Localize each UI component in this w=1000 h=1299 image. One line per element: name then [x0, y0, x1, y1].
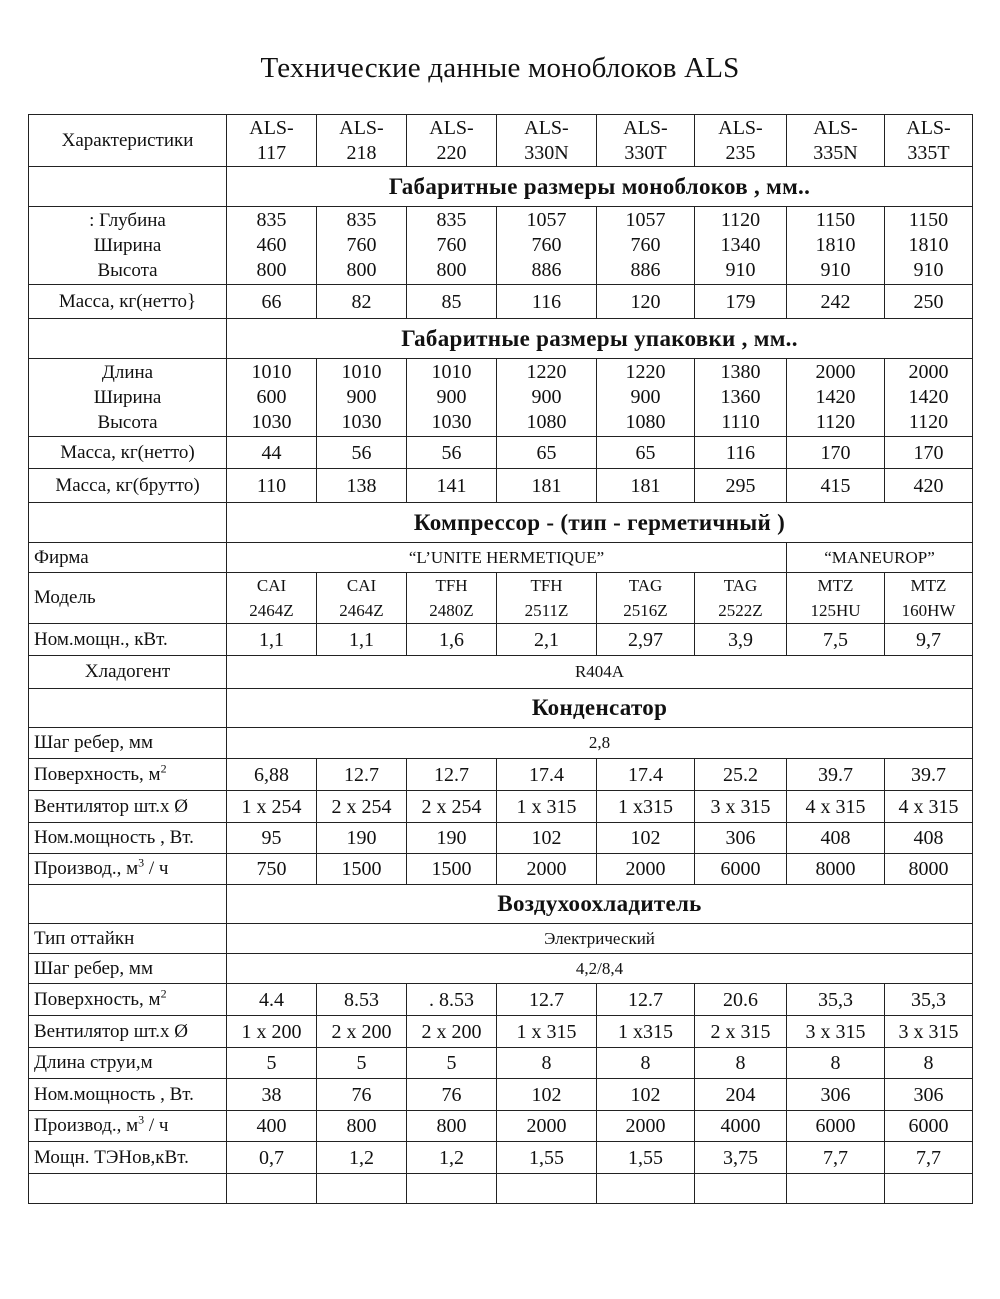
pack-net-cell: 56 — [317, 437, 407, 469]
cond-fan-cell: 3 x 315 — [695, 791, 787, 823]
mono-mass-row — [29, 285, 973, 319]
page-title: Технические данные моноблоков ALS — [260, 52, 740, 84]
model-header: ALS- 335T — [885, 115, 973, 167]
section-title-compressor: Компрессор - (тип - герметичный ) — [227, 503, 973, 543]
empty-cell — [407, 1174, 497, 1204]
cond-fan-cell: 2 x 254 — [317, 791, 407, 823]
empty-cell — [497, 1174, 597, 1204]
pack-gross-row — [29, 469, 973, 503]
cond-surface-cell: 17.4 — [497, 759, 597, 791]
air-jet-label: Длина струи,м — [29, 1048, 227, 1079]
mono-dims-cell: 1150 1810 910 — [885, 207, 973, 285]
cond-surface-label: Поверхность, $м^2$ — [29, 759, 227, 791]
section-spacer — [29, 167, 227, 207]
compressor-model-cell: TAG 2516Z — [597, 573, 695, 624]
refrigerant-row — [29, 656, 973, 689]
cond-flow-cell: 8000 — [885, 854, 973, 885]
cond-surface-row — [29, 759, 973, 791]
cond-flow-cell: 2000 — [497, 854, 597, 885]
air-pitch-row — [29, 954, 973, 984]
air-fan-cell: 1 x 200 — [227, 1016, 317, 1048]
compressor-power-label: Ном.мощн., кВт. — [29, 624, 227, 656]
air-surface-cell: 20.6 — [695, 984, 787, 1016]
cond-power-cell: 190 — [317, 823, 407, 854]
air-defrost-row — [29, 924, 973, 954]
empty-cell — [695, 1174, 787, 1204]
air-flow-row — [29, 1111, 973, 1142]
air-fan-label: Вентилятор шт.х Ø — [29, 1016, 227, 1048]
air-fan-cell: 1 x315 — [597, 1016, 695, 1048]
mono-dims-cell: 1057 760 886 — [597, 207, 695, 285]
mono-mass-cell: 116 — [497, 285, 597, 319]
air-heater-cell: 1,55 — [597, 1142, 695, 1174]
pack-net-cell: 56 — [407, 437, 497, 469]
mono-dims-cell: 1057 760 886 — [497, 207, 597, 285]
air-flow-cell: 800 — [407, 1111, 497, 1142]
section-row — [29, 319, 973, 359]
compressor-model-cell: CAI 2464Z — [227, 573, 317, 624]
air-flow-cell: 400 — [227, 1111, 317, 1142]
cond-flow-cell: 2000 — [597, 854, 695, 885]
cond-fan-cell: 4 x 315 — [885, 791, 973, 823]
air-power-cell: 102 — [597, 1079, 695, 1111]
air-jet-cell: 5 — [407, 1048, 497, 1079]
air-power-cell: 38 — [227, 1079, 317, 1111]
header-label: Характеристики — [29, 115, 227, 167]
pack-net-cell: 65 — [497, 437, 597, 469]
section-title-condenser: Конденсатор — [227, 689, 973, 728]
pack-dims-labels: Длина Ширина Высота — [29, 359, 227, 437]
air-surface-cell: 4.4 — [227, 984, 317, 1016]
air-surface-cell: 35,3 — [885, 984, 973, 1016]
air-flow-cell: 6000 — [787, 1111, 885, 1142]
empty-cell — [227, 1174, 317, 1204]
compressor-power-row — [29, 624, 973, 656]
mono-dims-row — [29, 207, 973, 285]
air-fan-row — [29, 1016, 973, 1048]
mono-mass-cell: 179 — [695, 285, 787, 319]
compressor-power-cell: 3,9 — [695, 624, 787, 656]
pack-dims-cell: 1220 900 1080 — [497, 359, 597, 437]
mono-dims-cell: 835 460 800 — [227, 207, 317, 285]
cond-flow-label: Производ., $м^3$ / ч — [29, 854, 227, 885]
mono-dims-cell: 835 760 800 — [407, 207, 497, 285]
air-heater-label: Мощн. ТЭНов,кВт. — [29, 1142, 227, 1174]
model-header: ALS- 117 — [227, 115, 317, 167]
pack-net-cell: 170 — [787, 437, 885, 469]
cond-surface-cell: 39.7 — [885, 759, 973, 791]
mono-dims-labels: : Глубина Ширина Высота — [29, 207, 227, 285]
air-heater-cell: 1,2 — [407, 1142, 497, 1174]
section-row — [29, 503, 973, 543]
cond-fan-row — [29, 791, 973, 823]
empty-cell — [597, 1174, 695, 1204]
compressor-power-cell: 2,1 — [497, 624, 597, 656]
firm-row — [29, 543, 973, 573]
air-flow-cell: 800 — [317, 1111, 407, 1142]
air-pitch-label: Шаг ребер, мм — [29, 954, 227, 984]
air-heater-cell: 7,7 — [885, 1142, 973, 1174]
pack-gross-cell: 420 — [885, 469, 973, 503]
pack-gross-label: Масса, кг(брутто) — [29, 469, 227, 503]
air-defrost-label: Тип оттайкн — [29, 924, 227, 954]
section-title-aircooler: Воздухоохладитель — [227, 885, 973, 924]
air-power-cell: 102 — [497, 1079, 597, 1111]
mono-mass-cell: 250 — [885, 285, 973, 319]
air-flow-cell: 4000 — [695, 1111, 787, 1142]
cond-flow-cell: 6000 — [695, 854, 787, 885]
pack-dims-cell: 1220 900 1080 — [597, 359, 695, 437]
pack-gross-cell: 138 — [317, 469, 407, 503]
compressor-power-cell: 1,6 — [407, 624, 497, 656]
air-fan-cell: 2 x 315 — [695, 1016, 787, 1048]
compressor-power-cell: 1,1 — [227, 624, 317, 656]
air-flow-label: Производ., $м^3$ / ч — [29, 1111, 227, 1142]
mono-dims-cell: 1150 1810 910 — [787, 207, 885, 285]
mono-dims-cell: 835 760 800 — [317, 207, 407, 285]
section-spacer — [29, 503, 227, 543]
mono-mass-cell: 82 — [317, 285, 407, 319]
air-fan-cell: 2 x 200 — [407, 1016, 497, 1048]
cond-flow-cell: 1500 — [407, 854, 497, 885]
cond-surface-cell: 6,88 — [227, 759, 317, 791]
pack-dims-cell: 1010 900 1030 — [317, 359, 407, 437]
pack-dims-cell: 2000 1420 1120 — [787, 359, 885, 437]
compressor-model-cell: TFH 2511Z — [497, 573, 597, 624]
air-jet-cell: 8 — [787, 1048, 885, 1079]
cond-surface-cell: 25.2 — [695, 759, 787, 791]
air-jet-cell: 8 — [597, 1048, 695, 1079]
compressor-power-cell: 2,97 — [597, 624, 695, 656]
air-pitch-value: 4,2/8,4 — [227, 954, 973, 984]
air-surface-cell: 8.53 — [317, 984, 407, 1016]
cond-fan-cell: 4 x 315 — [787, 791, 885, 823]
cond-fan-label: Вентилятор шт.х Ø — [29, 791, 227, 823]
pack-gross-cell: 110 — [227, 469, 317, 503]
pack-dims-cell: 1010 600 1030 — [227, 359, 317, 437]
cond-power-label: Ном.мощность , Вт. — [29, 823, 227, 854]
section-title-pack-dims: Габаритные размеры упаковки , мм.. — [227, 319, 973, 359]
air-power-cell: 204 — [695, 1079, 787, 1111]
mono-mass-cell: 242 — [787, 285, 885, 319]
model-header: ALS- 220 — [407, 115, 497, 167]
empty-cell — [29, 1174, 227, 1204]
air-heater-cell: 7,7 — [787, 1142, 885, 1174]
firm-label: Фирма — [29, 543, 227, 573]
cond-pitch-row — [29, 728, 973, 759]
air-defrost-value: Электрический — [227, 924, 973, 954]
model-header: ALS- 330T — [597, 115, 695, 167]
cond-fan-cell: 1 x 254 — [227, 791, 317, 823]
mono-mass-cell: 120 — [597, 285, 695, 319]
firm-lunite: “L’UNITE HERMETIQUE” — [227, 543, 787, 573]
compressor-model-cell: MTZ 125HU — [787, 573, 885, 624]
air-surface-cell: 12.7 — [597, 984, 695, 1016]
air-jet-cell: 8 — [695, 1048, 787, 1079]
mono-dims-cell: 1120 1340 910 — [695, 207, 787, 285]
air-surface-label: Поверхность, $м^2$ — [29, 984, 227, 1016]
cond-fan-cell: 1 x315 — [597, 791, 695, 823]
pack-dims-row — [29, 359, 973, 437]
section-row — [29, 885, 973, 924]
section-spacer — [29, 885, 227, 924]
pack-net-cell: 116 — [695, 437, 787, 469]
compressor-power-cell: 7,5 — [787, 624, 885, 656]
air-surface-row — [29, 984, 973, 1016]
refrigerant-label: Хладогент — [29, 656, 227, 689]
empty-cell — [885, 1174, 973, 1204]
section-row — [29, 167, 973, 207]
compressor-model-cell: TAG 2522Z — [695, 573, 787, 624]
cond-surface-cell: 12.7 — [407, 759, 497, 791]
pack-gross-cell: 181 — [497, 469, 597, 503]
cond-power-row — [29, 823, 973, 854]
section-row — [29, 689, 973, 728]
pack-dims-cell: 1010 900 1030 — [407, 359, 497, 437]
compressor-model-cell: CAI 2464Z — [317, 573, 407, 624]
compressor-power-cell: 9,7 — [885, 624, 973, 656]
air-surface-cell: 12.7 — [497, 984, 597, 1016]
empty-cell — [787, 1174, 885, 1204]
pack-gross-cell: 141 — [407, 469, 497, 503]
mono-mass-cell: 66 — [227, 285, 317, 319]
cond-surface-cell: 17.4 — [597, 759, 695, 791]
section-spacer — [29, 319, 227, 359]
compressor-model-label: Модель — [29, 573, 227, 624]
pack-net-row — [29, 437, 973, 469]
compressor-model-cell: TFH 2480Z — [407, 573, 497, 624]
air-fan-cell: 3 x 315 — [787, 1016, 885, 1048]
header-row — [29, 115, 973, 167]
pack-net-cell: 65 — [597, 437, 695, 469]
air-jet-cell: 5 — [227, 1048, 317, 1079]
air-heater-cell: 1,2 — [317, 1142, 407, 1174]
air-power-row — [29, 1079, 973, 1111]
cond-surface-cell: 39.7 — [787, 759, 885, 791]
air-heater-cell: 0,7 — [227, 1142, 317, 1174]
cond-power-cell: 102 — [597, 823, 695, 854]
air-power-cell: 76 — [407, 1079, 497, 1111]
model-header: ALS- 235 — [695, 115, 787, 167]
compressor-model-cell: MTZ 160HW — [885, 573, 973, 624]
pack-gross-cell: 181 — [597, 469, 695, 503]
mono-mass-cell: 85 — [407, 285, 497, 319]
cond-power-cell: 408 — [787, 823, 885, 854]
air-jet-cell: 8 — [885, 1048, 973, 1079]
model-header: ALS- 330N — [497, 115, 597, 167]
cond-power-cell: 408 — [885, 823, 973, 854]
cond-power-cell: 102 — [497, 823, 597, 854]
air-power-label: Ном.мощность , Вт. — [29, 1079, 227, 1111]
cond-flow-cell: 8000 — [787, 854, 885, 885]
cond-surface-cell: 12.7 — [317, 759, 407, 791]
cond-power-cell: 306 — [695, 823, 787, 854]
cond-flow-cell: 1500 — [317, 854, 407, 885]
cond-fan-cell: 2 x 254 — [407, 791, 497, 823]
cond-fan-cell: 1 x 315 — [497, 791, 597, 823]
compressor-model-row — [29, 573, 973, 624]
empty-cell — [317, 1174, 407, 1204]
air-jet-cell: 5 — [317, 1048, 407, 1079]
air-heater-row — [29, 1142, 973, 1174]
cond-power-cell: 190 — [407, 823, 497, 854]
specs-table — [28, 114, 973, 1204]
air-jet-cell: 8 — [497, 1048, 597, 1079]
section-title-mono-dims: Габаритные размеры моноблоков , мм.. — [227, 167, 973, 207]
air-surface-cell: 35,3 — [787, 984, 885, 1016]
air-fan-cell: 2 x 200 — [317, 1016, 407, 1048]
air-power-cell: 76 — [317, 1079, 407, 1111]
air-heater-cell: 1,55 — [497, 1142, 597, 1174]
refrigerant-value: R404A — [227, 656, 973, 689]
cond-flow-row — [29, 854, 973, 885]
air-power-cell: 306 — [885, 1079, 973, 1111]
air-flow-cell: 2000 — [497, 1111, 597, 1142]
air-fan-cell: 1 x 315 — [497, 1016, 597, 1048]
air-flow-cell: 6000 — [885, 1111, 973, 1142]
air-fan-cell: 3 x 315 — [885, 1016, 973, 1048]
section-spacer — [29, 689, 227, 728]
cond-power-cell: 95 — [227, 823, 317, 854]
cond-pitch-value: 2,8 — [227, 728, 973, 759]
pack-dims-cell: 1380 1360 1110 — [695, 359, 787, 437]
pack-net-cell: 170 — [885, 437, 973, 469]
air-flow-cell: 2000 — [597, 1111, 695, 1142]
empty-row — [29, 1174, 973, 1204]
model-header: ALS- 218 — [317, 115, 407, 167]
cond-pitch-label: Шаг ребер, мм — [29, 728, 227, 759]
pack-gross-cell: 415 — [787, 469, 885, 503]
pack-net-cell: 44 — [227, 437, 317, 469]
air-surface-cell: . 8.53 — [407, 984, 497, 1016]
mono-mass-label: Масса, кг(нетто} — [29, 285, 227, 319]
compressor-power-cell: 1,1 — [317, 624, 407, 656]
firm-maneurop: “MANEUROP” — [787, 543, 973, 573]
cond-flow-cell: 750 — [227, 854, 317, 885]
air-jet-row — [29, 1048, 973, 1079]
air-power-cell: 306 — [787, 1079, 885, 1111]
pack-gross-cell: 295 — [695, 469, 787, 503]
air-heater-cell: 3,75 — [695, 1142, 787, 1174]
pack-net-label: Масса, кг(нетто) — [29, 437, 227, 469]
pack-dims-cell: 2000 1420 1120 — [885, 359, 973, 437]
model-header: ALS- 335N — [787, 115, 885, 167]
